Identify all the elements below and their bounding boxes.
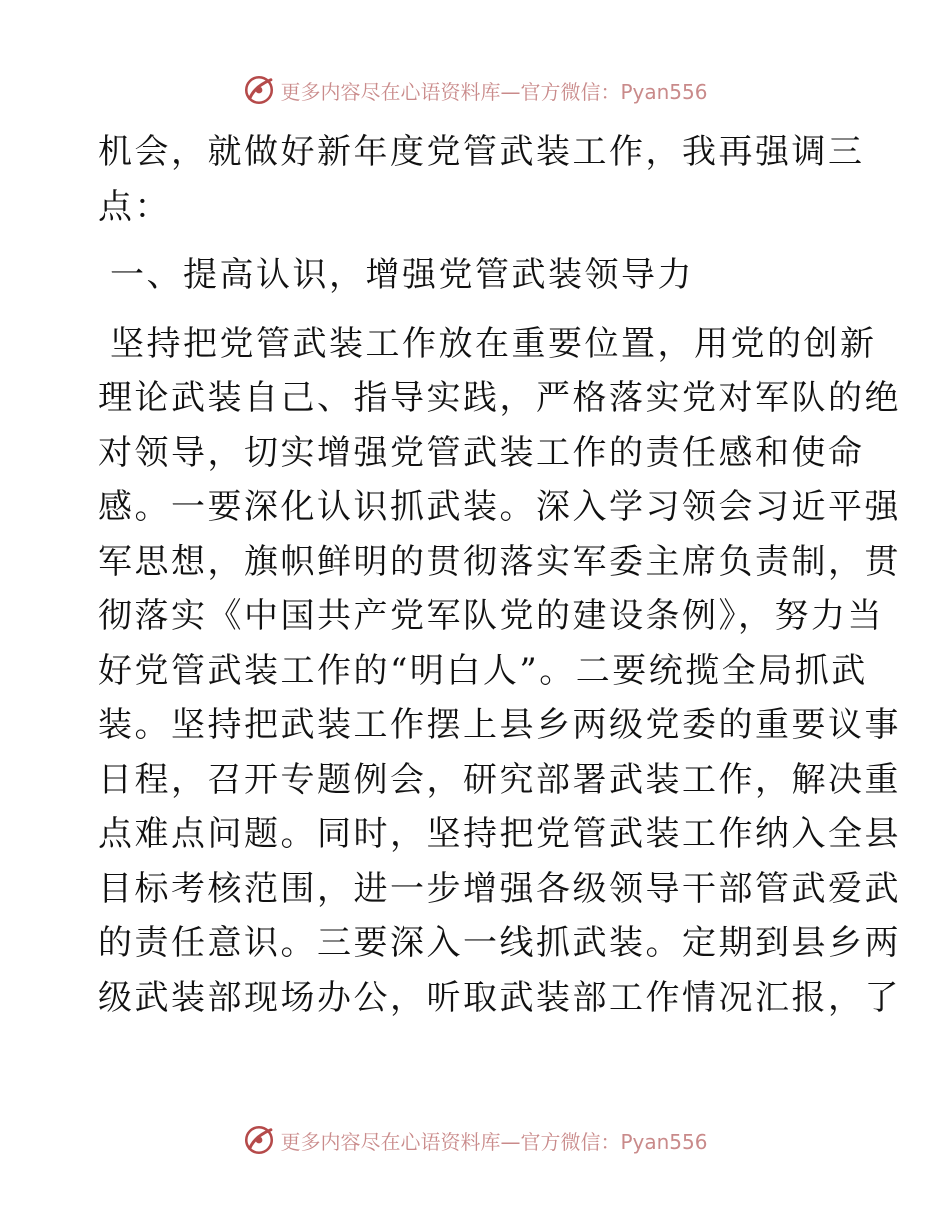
paragraph-line: 感。一要深化认识抓武装。深入学习领会习近平强 [98, 487, 901, 527]
paragraph-line: 级武装部现场办公，听取武装部工作情况汇报，了 [98, 977, 901, 1018]
header-watermark [0, 70, 950, 110]
paragraph-line: 的责任意识。三要深入一线抓武装。定期到县乡两 [98, 923, 901, 963]
paragraph-line: 日程，召开专题例会，研究部署武装工作，解决重 [98, 759, 901, 800]
paragraph-line: 点难点问题。同时，坚持把党管武装工作纳入全县 [98, 814, 901, 854]
paragraph-line: 坚持把党管武装工作放在重要位置，用党的创新 [110, 323, 877, 364]
brand-logo-icon [242, 1123, 276, 1157]
watermark-text: 更多内容尽在心语资料库—官方微信：Pyan556 [280, 1129, 708, 1154]
paragraph-line: 军思想，旗帜鲜明的贯彻落实军委主席负责制，贯 [98, 541, 901, 582]
paragraph-line: 目标考核范围，进一步增强各级领导干部管武爱武 [98, 868, 901, 909]
paragraph-line: 对领导，切实增强党管武装工作的责任感和使命 [98, 432, 865, 473]
section-heading: 一、提高认识，增强党管武装领导力 [110, 255, 694, 295]
paragraph-line: 彻落实《中国共产党军队党的建设条例》，努力当 [98, 596, 884, 636]
document-body [98, 125, 901, 1025]
footer-watermark [0, 1120, 950, 1160]
brand-logo-icon [242, 73, 276, 107]
intro-line: 点： [98, 186, 171, 227]
paragraph-line: 理论武装自己、指导实践，严格落实党对军队的绝 [98, 378, 901, 418]
watermark-text: 更多内容尽在心语资料库—官方微信：Pyan556 [280, 79, 708, 104]
paragraph-line: 好党管武装工作的“明白人”。二要统揽全局抓武 [98, 650, 868, 691]
intro-line: 机会，就做好新年度党管武装工作，我再强调三 [98, 132, 865, 172]
paragraph-line: 装。坚持把武装工作摆上县乡两级党委的重要议事 [98, 705, 901, 745]
